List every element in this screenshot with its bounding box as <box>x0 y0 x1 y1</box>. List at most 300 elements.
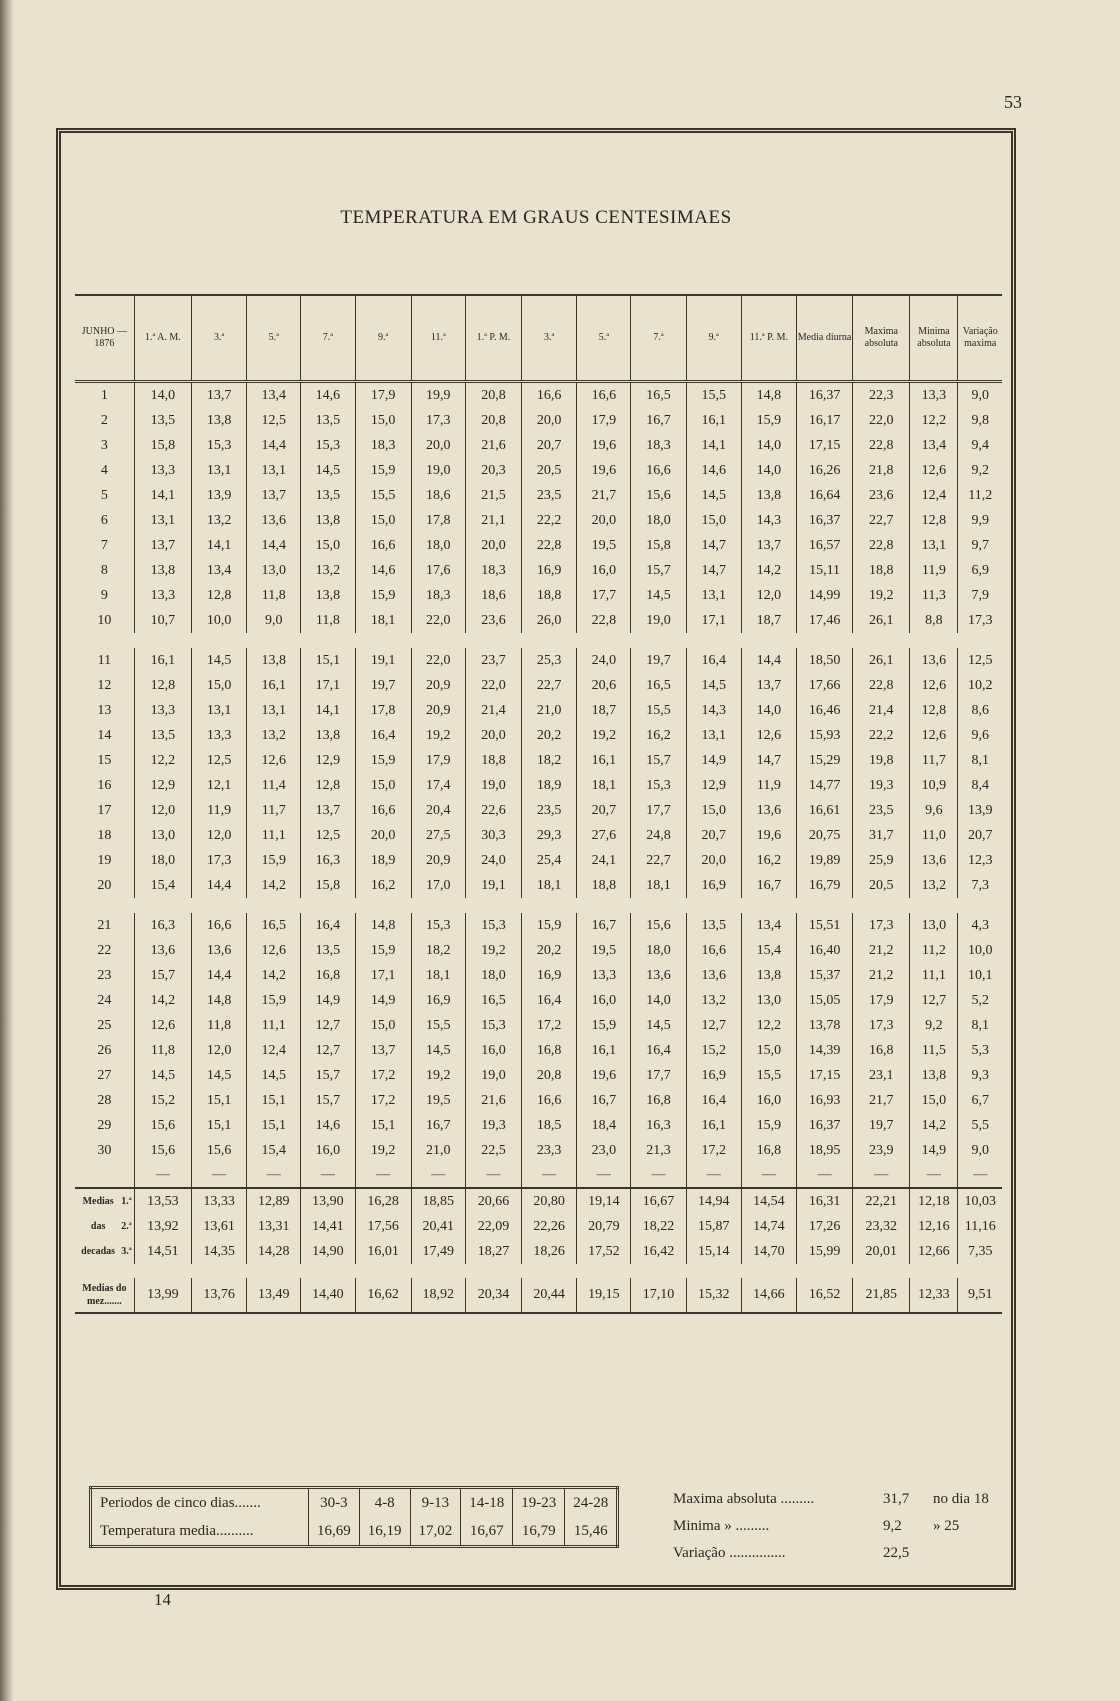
table-cell: 20,2 <box>522 723 577 748</box>
table-cell: 14,9 <box>910 1138 958 1163</box>
table-cell: 14,94 <box>686 1188 741 1214</box>
table-cell: 14,0 <box>741 698 796 723</box>
table-cell: 13,2 <box>301 558 355 583</box>
table-cell: 13,8 <box>301 508 355 533</box>
table-cell: 16,7 <box>741 873 796 898</box>
table-cell: 12,16 <box>910 1214 958 1239</box>
table-cell: 13,61 <box>192 1214 247 1239</box>
table-cell: 12,0 <box>741 583 796 608</box>
table-cell: 16,64 <box>796 483 852 508</box>
table-cell: 22,09 <box>465 1214 521 1239</box>
min-day: » 25 <box>933 1518 960 1534</box>
decade-label <box>75 1214 134 1239</box>
table-cell: 5,3 <box>958 1038 1002 1063</box>
table-cell: 14,6 <box>355 558 411 583</box>
table-cell: 19,2 <box>355 1138 411 1163</box>
table-cell: 19,2 <box>465 938 521 963</box>
day-row <box>75 748 1002 773</box>
table-cell: 14,4 <box>192 873 247 898</box>
table-cell: 15,3 <box>465 1013 521 1038</box>
table-cell: 15,0 <box>686 798 741 823</box>
table-cell: 14,41 <box>301 1214 355 1239</box>
table-cell: 15,99 <box>796 1239 852 1264</box>
table-cell: 18,1 <box>522 873 577 898</box>
day-row <box>75 988 1002 1013</box>
table-cell: 9,3 <box>958 1063 1002 1088</box>
table-cell: 27,5 <box>411 823 465 848</box>
column-header: 3.ª <box>522 295 577 382</box>
dash-mark: — <box>411 1163 465 1188</box>
dash-mark: — <box>741 1163 796 1188</box>
table-cell: 11,2 <box>958 483 1002 508</box>
table-cell: 16,42 <box>631 1239 686 1264</box>
day-row <box>75 458 1002 483</box>
column-header: Maxima absoluta <box>853 295 910 382</box>
table-cell: 18,85 <box>411 1188 465 1214</box>
table-cell: 16,2 <box>631 723 686 748</box>
table-cell: 19,14 <box>577 1188 631 1214</box>
table-cell: 15,05 <box>796 988 852 1013</box>
table-cell: 17,0 <box>411 873 465 898</box>
table-cell: 16,0 <box>465 1038 521 1063</box>
table-cell: 18,9 <box>522 773 577 798</box>
table-cell: 14,99 <box>796 583 852 608</box>
table-cell: 13,5 <box>134 408 191 433</box>
day-row <box>75 1138 1002 1163</box>
table-cell: 16,4 <box>355 723 411 748</box>
table-cell: 11,9 <box>741 773 796 798</box>
table-cell: 15,0 <box>355 408 411 433</box>
table-cell: 11,7 <box>910 748 958 773</box>
table-cell: 14,3 <box>741 508 796 533</box>
table-cell: 17,6 <box>411 558 465 583</box>
table-cell: 16,5 <box>247 913 301 938</box>
table-cell: 9,6 <box>910 798 958 823</box>
column-header: 9.ª <box>355 295 411 382</box>
table-cell: 15,8 <box>631 533 686 558</box>
column-header: 7.ª <box>301 295 355 382</box>
day-row <box>75 723 1002 748</box>
table-cell: 14,39 <box>796 1038 852 1063</box>
dash-mark: — <box>192 1163 247 1188</box>
table-cell: 12,89 <box>247 1188 301 1214</box>
day-number: 27 <box>97 1067 112 1083</box>
table-cell: 14,5 <box>686 483 741 508</box>
column-header: 1.ª P. M. <box>465 295 521 382</box>
table-cell: 16,4 <box>631 1038 686 1063</box>
table-cell: 16,3 <box>301 848 355 873</box>
table-cell: 20,79 <box>577 1214 631 1239</box>
table-cell: 22,3 <box>853 382 910 409</box>
dash-mark: — <box>577 1163 631 1188</box>
day-row <box>75 773 1002 798</box>
table-cell: 14,2 <box>247 963 301 988</box>
table-cell: 22,7 <box>522 673 577 698</box>
table-cell: 13,1 <box>686 723 741 748</box>
day-row <box>75 823 1002 848</box>
day-row <box>75 483 1002 508</box>
table-cell: 5,2 <box>958 988 1002 1013</box>
table-cell: 11,7 <box>247 798 301 823</box>
day-number: 20 <box>97 877 112 893</box>
table-cell: 20,9 <box>411 673 465 698</box>
table-cell: 15,2 <box>134 1088 191 1113</box>
decade-label-text: das <box>90 1221 106 1232</box>
table-cell: 20,0 <box>465 723 521 748</box>
day-row <box>75 698 1002 723</box>
table-cell: 14,6 <box>686 458 741 483</box>
table-cell: 8,1 <box>958 1013 1002 1038</box>
day-row <box>75 963 1002 988</box>
table-cell: 13,0 <box>741 988 796 1013</box>
table-cell: 16,3 <box>134 913 191 938</box>
table-cell: 14,1 <box>686 433 741 458</box>
table-cell: 21,0 <box>411 1138 465 1163</box>
table-cell: 19,5 <box>577 533 631 558</box>
table-cell: 11,9 <box>192 798 247 823</box>
table-cell: 14,4 <box>741 648 796 673</box>
table-cell: 17,9 <box>355 382 411 409</box>
table-cell: 15,0 <box>355 1013 411 1038</box>
table-cell: 12,6 <box>247 748 301 773</box>
table-cell: 13,33 <box>192 1188 247 1214</box>
table-cell: 18,2 <box>411 938 465 963</box>
table-cell: 21,85 <box>853 1278 910 1313</box>
table-cell: 13,0 <box>910 913 958 938</box>
table-cell: 13,1 <box>192 458 247 483</box>
day-number: 3 <box>100 437 108 453</box>
table-cell: 10,0 <box>192 608 247 633</box>
table-cell: 20,0 <box>522 408 577 433</box>
table-cell: 21,1 <box>465 508 521 533</box>
table-cell: 22,2 <box>522 508 577 533</box>
period-range: 19-23 <box>513 1488 565 1518</box>
table-cell: 22,26 <box>522 1214 577 1239</box>
table-cell: 18,0 <box>631 938 686 963</box>
column-header: Variação maxima <box>958 295 1002 382</box>
table-cell: 19,6 <box>577 1063 631 1088</box>
table-cell: 20,9 <box>411 848 465 873</box>
table-cell: 17,52 <box>577 1239 631 1264</box>
table-cell: 13,7 <box>247 483 301 508</box>
table-cell: 17,9 <box>853 988 910 1013</box>
table-cell: 13,31 <box>247 1214 301 1239</box>
column-header: 3.ª <box>192 295 247 382</box>
table-cell: 15,9 <box>355 583 411 608</box>
table-cell: 20,4 <box>411 798 465 823</box>
table-cell: 12,3 <box>958 848 1002 873</box>
table-cell: 13,3 <box>910 382 958 409</box>
table-cell: 14,70 <box>741 1239 796 1264</box>
table-cell: 18,2 <box>522 748 577 773</box>
table-cell: 16,7 <box>577 913 631 938</box>
table-cell: 22,5 <box>465 1138 521 1163</box>
table-cell: 19,0 <box>465 773 521 798</box>
table-cell: 13,6 <box>247 508 301 533</box>
table-cell: 13,6 <box>910 648 958 673</box>
day-row <box>75 433 1002 458</box>
table-cell: 12,33 <box>910 1278 958 1313</box>
day-row <box>75 673 1002 698</box>
table-cell: 23,9 <box>853 1138 910 1163</box>
table-cell: 13,5 <box>134 723 191 748</box>
table-cell: 13,4 <box>247 382 301 409</box>
table-cell: 16,1 <box>134 648 191 673</box>
table-cell: 22,8 <box>577 608 631 633</box>
table-cell: 20,80 <box>522 1188 577 1214</box>
day-number: 2 <box>100 412 108 428</box>
table-cell: 16,2 <box>355 873 411 898</box>
day-number: 7 <box>100 537 108 553</box>
decade-number: 2.ª <box>121 1221 132 1232</box>
day-number: 28 <box>97 1092 112 1108</box>
day-number: 22 <box>97 942 112 958</box>
table-cell: 17,26 <box>796 1214 852 1239</box>
table-cell: 19,6 <box>577 458 631 483</box>
table-cell: 18,1 <box>355 608 411 633</box>
day-number: 23 <box>97 967 112 983</box>
table-cell: 11,9 <box>910 558 958 583</box>
table-cell: 13,8 <box>247 648 301 673</box>
table-cell: 21,4 <box>853 698 910 723</box>
table-cell: 13,8 <box>134 558 191 583</box>
table-cell: 10,0 <box>958 938 1002 963</box>
table-cell: 16,6 <box>192 913 247 938</box>
table-cell: 22,7 <box>853 508 910 533</box>
table-cell: 13,9 <box>192 483 247 508</box>
table-cell: 15,87 <box>686 1214 741 1239</box>
table-cell: 31,7 <box>853 823 910 848</box>
temperature-table <box>75 294 1002 1314</box>
table-cell: 15,6 <box>134 1113 191 1138</box>
table-cell: 16,01 <box>355 1239 411 1264</box>
variation-line <box>673 1540 993 1567</box>
table-cell: 23,1 <box>853 1063 910 1088</box>
month-mean-row <box>75 1278 1002 1313</box>
table-cell: 9,51 <box>958 1278 1002 1313</box>
table-cell: 13,8 <box>910 1063 958 1088</box>
table-cell: 16,1 <box>686 1113 741 1138</box>
table-cell: 15,5 <box>411 1013 465 1038</box>
table-cell: 14,2 <box>910 1113 958 1138</box>
table-cell: 15,7 <box>631 748 686 773</box>
table-cell: 12,18 <box>910 1188 958 1214</box>
table-cell: 11,1 <box>247 1013 301 1038</box>
table-cell: 21,3 <box>631 1138 686 1163</box>
day-number: 13 <box>97 702 112 718</box>
table-cell: 16,9 <box>522 963 577 988</box>
table-cell: 11,8 <box>192 1013 247 1038</box>
day-number: 24 <box>97 992 112 1008</box>
table-cell: 13,1 <box>686 583 741 608</box>
table-cell: 14,5 <box>411 1038 465 1063</box>
column-header: Minima absoluta <box>910 295 958 382</box>
table-cell: 19,8 <box>853 748 910 773</box>
table-cell: 14,1 <box>301 698 355 723</box>
table-cell: 19,6 <box>577 433 631 458</box>
table-cell: 13,7 <box>741 533 796 558</box>
dash-mark: — <box>522 1163 577 1188</box>
table-cell: 12,9 <box>686 773 741 798</box>
dash-mark <box>75 1163 134 1188</box>
table-cell: 17,7 <box>631 798 686 823</box>
day-row <box>75 533 1002 558</box>
column-header: 5.ª <box>577 295 631 382</box>
table-cell: 16,28 <box>355 1188 411 1214</box>
table-cell: 18,92 <box>411 1278 465 1313</box>
table-cell: 7,35 <box>958 1239 1002 1264</box>
day-row <box>75 938 1002 963</box>
table-cell: 17,49 <box>411 1239 465 1264</box>
table-cell: 10,9 <box>910 773 958 798</box>
dash-mark: — <box>465 1163 521 1188</box>
period-mean-temp: 16,19 <box>359 1517 410 1547</box>
table-cell: 13,76 <box>192 1278 247 1313</box>
table-cell: 19,2 <box>411 723 465 748</box>
table-cell: 14,4 <box>192 963 247 988</box>
decade-label-text: decadas <box>81 1246 116 1257</box>
decade-label <box>75 1239 134 1264</box>
page-edge <box>0 0 14 1701</box>
table-frame <box>56 128 1016 1590</box>
table-cell: 18,8 <box>853 558 910 583</box>
table-cell: 15,1 <box>301 648 355 673</box>
dash-mark: — <box>631 1163 686 1188</box>
table-cell: 15,9 <box>577 1013 631 1038</box>
table-cell: 15,1 <box>247 1113 301 1138</box>
table-cell: 19,9 <box>411 382 465 409</box>
day-number: 9 <box>100 587 108 603</box>
table-cell: 13,6 <box>192 938 247 963</box>
table-cell: 15,6 <box>192 1138 247 1163</box>
table-cell: 15,9 <box>247 988 301 1013</box>
table-cell: 12,7 <box>910 988 958 1013</box>
table-cell: 23,32 <box>853 1214 910 1239</box>
table-cell: 17,3 <box>192 848 247 873</box>
table-cell: 16,7 <box>577 1088 631 1113</box>
day-row <box>75 798 1002 823</box>
table-cell: 14,5 <box>631 1013 686 1038</box>
table-cell: 18,1 <box>411 963 465 988</box>
table-cell: 15,9 <box>355 458 411 483</box>
table-cell: 16,6 <box>355 533 411 558</box>
table-cell: 16,0 <box>741 1088 796 1113</box>
table-cell: 16,9 <box>411 988 465 1013</box>
table-cell: 18,95 <box>796 1138 852 1163</box>
table-cell: 13,53 <box>134 1188 191 1214</box>
table-cell: 19,15 <box>577 1278 631 1313</box>
mean-temp-label: Temperatura media.......... <box>100 1522 254 1539</box>
column-header: Media diurna <box>796 295 852 382</box>
table-cell: 15,4 <box>741 938 796 963</box>
table-cell: 21,8 <box>853 458 910 483</box>
table-cell: 17,2 <box>355 1063 411 1088</box>
table-cell: 19,0 <box>465 1063 521 1088</box>
table-cell: 13,92 <box>134 1214 191 1239</box>
period-mean-temp: 16,69 <box>309 1517 360 1547</box>
table-cell: 14,5 <box>247 1063 301 1088</box>
table-cell: 13,8 <box>741 483 796 508</box>
table-cell: 19,5 <box>577 938 631 963</box>
day-row <box>75 583 1002 608</box>
table-cell: 22,0 <box>411 648 465 673</box>
table-cell: 13,8 <box>192 408 247 433</box>
table-cell: 13,3 <box>134 698 191 723</box>
table-cell: 15,7 <box>631 558 686 583</box>
period-range: 4-8 <box>359 1488 410 1518</box>
table-cell: 13,2 <box>247 723 301 748</box>
table-cell: 12,6 <box>910 723 958 748</box>
column-header: 11.ª <box>411 295 465 382</box>
table-cell: 6,7 <box>958 1088 1002 1113</box>
decade-mean-row <box>75 1214 1002 1239</box>
table-cell: 15,1 <box>192 1088 247 1113</box>
table-cell: 30,3 <box>465 823 521 848</box>
variation-value: 22,5 <box>883 1545 910 1561</box>
table-cell: 18,3 <box>411 583 465 608</box>
table-cell: 13,8 <box>301 583 355 608</box>
table-cell: 16,5 <box>465 988 521 1013</box>
dash-mark: — <box>686 1163 741 1188</box>
table-cell: 16,9 <box>686 1063 741 1088</box>
table-cell: 16,40 <box>796 938 852 963</box>
max-absolute-line <box>673 1486 993 1513</box>
table-cell: 13,0 <box>247 558 301 583</box>
day-row <box>75 848 1002 873</box>
dash-mark: — <box>910 1163 958 1188</box>
table-cell: 11,8 <box>247 583 301 608</box>
table-cell: 15,0 <box>686 508 741 533</box>
table-cell: 18,27 <box>465 1239 521 1264</box>
table-cell: 14,1 <box>192 533 247 558</box>
day-number: 26 <box>97 1042 112 1058</box>
table-cell: 15,3 <box>631 773 686 798</box>
table-cell: 15,1 <box>355 1113 411 1138</box>
table-cell: 16,37 <box>796 382 852 409</box>
table-cell: 14,3 <box>686 698 741 723</box>
table-cell: 15,3 <box>192 433 247 458</box>
table-cell: 15,9 <box>247 848 301 873</box>
table-cell: 15,9 <box>741 408 796 433</box>
dash-mark: — <box>796 1163 852 1188</box>
table-cell: 23,3 <box>522 1138 577 1163</box>
day-number: 12 <box>97 677 112 693</box>
table-cell: 21,2 <box>853 963 910 988</box>
table-cell: 20,8 <box>522 1063 577 1088</box>
table-cell: 11,5 <box>910 1038 958 1063</box>
table-cell: 17,10 <box>631 1278 686 1313</box>
table-cell: 14,4 <box>247 433 301 458</box>
table-cell: 16,0 <box>577 558 631 583</box>
day-number: 30 <box>97 1142 112 1158</box>
decade-label <box>75 1188 134 1214</box>
table-cell: 11,8 <box>134 1038 191 1063</box>
table-cell: 20,0 <box>686 848 741 873</box>
table-cell: 10,03 <box>958 1188 1002 1214</box>
day-row <box>75 1038 1002 1063</box>
table-cell: 13,3 <box>134 583 191 608</box>
table-cell: 16,3 <box>631 1113 686 1138</box>
table-cell: 12,5 <box>192 748 247 773</box>
table-cell: 20,9 <box>411 698 465 723</box>
table-cell: 20,5 <box>853 873 910 898</box>
table-cell: 23,6 <box>853 483 910 508</box>
day-number: 18 <box>97 827 112 843</box>
table-cell: 16,7 <box>411 1113 465 1138</box>
table-cell: 13,6 <box>741 798 796 823</box>
table-cell: 15,8 <box>134 433 191 458</box>
table-cell: 18,6 <box>465 583 521 608</box>
